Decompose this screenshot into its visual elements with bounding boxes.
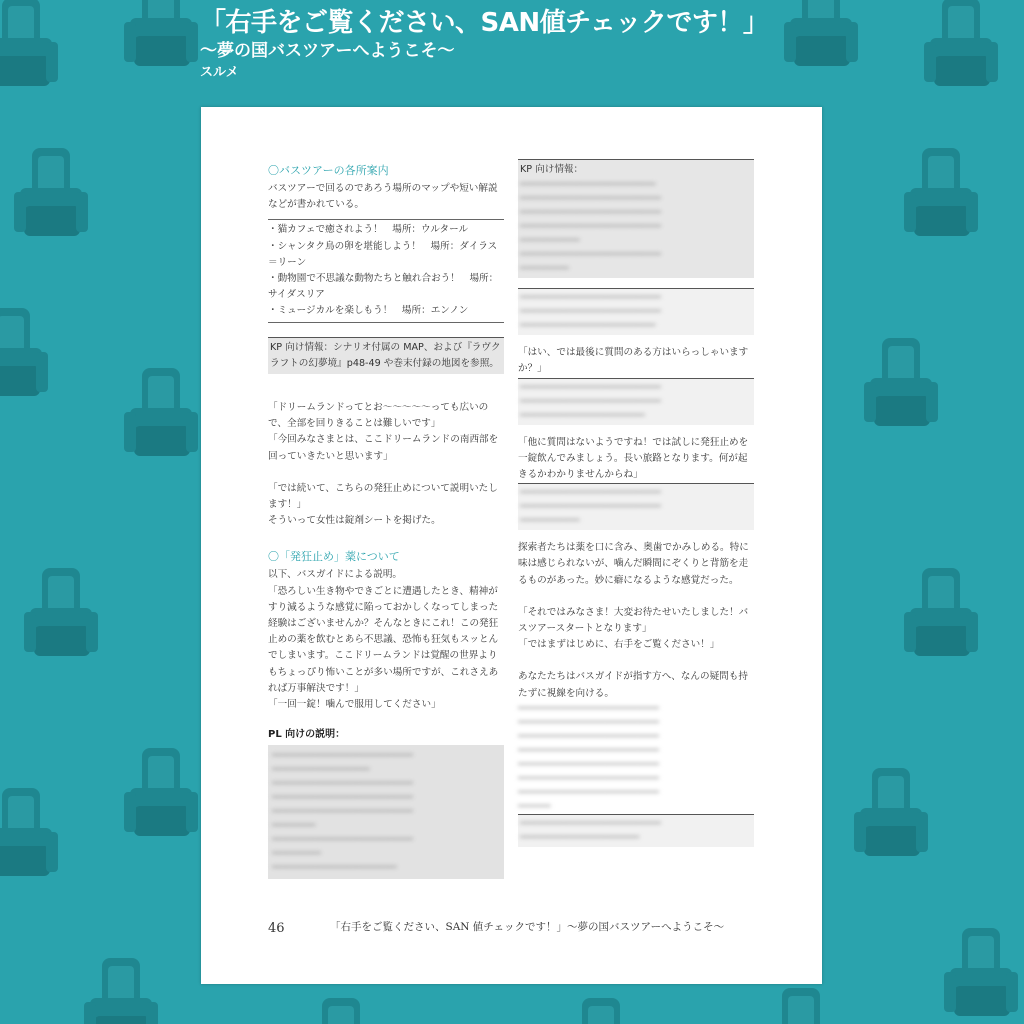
list-item: ・シャンタク鳥の卵を堪能しよう！ 場所：ダイラス＝リーン (268, 240, 498, 268)
right-column (518, 159, 754, 857)
kp-note: KP 向け情報：シナリオ付属の MAP、および『ラヴクラフトの幻夢境』p48-49 や巻末付録の地図を参照。 (270, 341, 501, 369)
document-title: 「右手をご覧ください、SAN値チェックです！」 (200, 8, 769, 38)
dialogue: 「では続いて、こちらの発狂止めについて説明いたします！」 (268, 482, 498, 511)
document-header (200, 6, 768, 82)
section-heading-sanity-pill: 〇「発狂止め」薬について (268, 550, 400, 564)
redacted-text: ━━━━━━━━━━━━━━━━━━━━━━━━━ ━━━━━━━━━━━━━━━━━━━━━━━━━━ ━━━━━━━━━━━━━━━━━━━━━━━━━━ ━━━━━━━━━━━━━━━━━━━━━━━━━━ ━━━━━━━━━━━ ━━━━━━━━━━━━━━━━━━━━━━━━━━ ━━━━━━━━━ (520, 180, 661, 275)
redacted-text: ━━━━━━━━━━━━━━━━━━━━━━━━━━ ━━━━━━━━━━━━━━━━━━━━━━━━━━ ━━━━━━━━━━━━━━━━━━━━━━━━━━ ━━━━━━━━━━━━━━━━━━━━━━━━━━ ━━━━━━━━━━━━━━━━━━━━━━━━━━ ━━━━━━━━━━━━━━━━━━━━━━━━━━ ━━━━━━━━━━━━━━━━━━━━━━━━━━ ━━━━━━ (518, 703, 659, 812)
narration: あなたたちはバスガイドが指す方へ、なんの疑問も持たずに視線を向ける。 (518, 671, 748, 699)
kp-info-box-redacted (518, 159, 754, 278)
section-heading-tour-locations: 〇バスツアーの各所案内 (268, 164, 389, 177)
redacted-text: ━━━━━━━━━━━━━━━━━━━━━━━━━━ ━━━━━━━━━━━━━━━━━━━━━━ (520, 818, 661, 843)
list-item: ・ミュージカルを楽しもう！ 場所：エンノン (268, 305, 469, 317)
page-number: 46 (268, 921, 285, 936)
dialogue: 「ドリームランドってとお〜〜〜〜〜っても広いので、全部を回りきることは難しいです」 (268, 402, 489, 430)
list-item: ・猫カフェで癒されよう！ 場所：ウルタール (268, 224, 469, 236)
kp-info-box-redacted (518, 288, 754, 335)
kp-info-box-redacted (518, 483, 754, 530)
dialogue: 「はい、では最後に質問のある方はいらっしゃいますか？」 (518, 347, 749, 375)
narration: そういって女性は錠剤シートを掲げた。 (268, 515, 441, 527)
paragraph: バスツアーで回るのであろう場所のマップや短い解説などが書かれている。 (268, 183, 498, 211)
author-name: スルメ (200, 65, 239, 80)
redacted-text: ━━━━━━━━━━━━━━━━━━━━━━━━━━ ━━━━━━━━━━━━━━━━━━ ━━━━━━━━━━━━━━━━━━━━━━━━━━ ━━━━━━━━━━━━━━━━━━━━━━━━━━ ━━━━━━━━━━━━━━━━━━━━━━━━━━ ━━━━━━━━ ━━━━━━━━━━━━━━━━━━━━━━━━━━ ━━━━━━━━━ ━━━━━━━━━━━━━━━━━━━━━━━ (272, 751, 413, 874)
pl-info-box-redacted (268, 745, 504, 879)
redacted-text: ━━━━━━━━━━━━━━━━━━━━━━━━━━ ━━━━━━━━━━━━━━━━━━━━━━━━━━ ━━━━━━━━━━━ (520, 488, 661, 527)
running-title: 「右手をご覧ください、SAN 値チェックです！」〜夢の国バスツアーへようこそ〜 (330, 921, 725, 933)
dialogue: 「他に質問はないようですね！では試しに発狂止めを一錠飲んでみましょう。長い旅路となります。何が起きるかわかりませんからね」 (518, 436, 749, 481)
kp-info-label: KP 向け情報： (520, 164, 584, 175)
document-subtitle: 〜夢の国バスツアーへようこそ〜 (200, 41, 455, 61)
document-page (201, 107, 822, 984)
left-column (268, 159, 504, 879)
paragraph: 以下、バスガイドによる説明。 (268, 569, 403, 581)
dialogue: 「一回一錠！噛んで服用してください」 (268, 699, 441, 711)
kp-info-box-redacted (518, 814, 754, 847)
dialogue: 「それではみなさま！大変お待たせいたしました！バスツアースタートとなります」 (518, 606, 749, 635)
dialogue: 「恐ろしい生き物やできごとに遭遇したとき、精神がすり減るような感覚に陥っておかしくなってしまった経験はございませんか？そんなときにこれ！この発狂止めの薬を飲むとあら不思議、恐怖も狂気もスッとんでしまいます。ここドリームランドは覚醒の世界よりもちょっぴり怖いことが多い場所ですが、これさえあれば万事解決です！」 (268, 585, 499, 694)
kp-info-box (268, 337, 504, 374)
location-list (268, 219, 504, 322)
redacted-text: ━━━━━━━━━━━━━━━━━━━━━━━━━━ ━━━━━━━━━━━━━━━━━━━━━━━━━━ ━━━━━━━━━━━━━━━━━━━━━━━━━ (520, 293, 661, 332)
redacted-text: ━━━━━━━━━━━━━━━━━━━━━━━━━━ ━━━━━━━━━━━━━━━━━━━━━━━━━━ ━━━━━━━━━━━━━━━━━━━━━━━ (520, 382, 661, 421)
narration: 探索者たちは薬を口に含み、奥歯でかみしめる。特に味は感じられないが、噛んだ瞬間にぞくりと背筋を走るものがあった。妙に癖になるような感覚だった。 (518, 542, 749, 586)
kp-info-box-redacted (518, 378, 754, 425)
dialogue: 「ではまずはじめに、右手をご覧ください！」 (518, 639, 720, 651)
list-item: ・動物園で不思議な動物たちと触れ合おう！ 場所：サイダスリア (268, 273, 499, 301)
pl-info-label: PL 向けの説明： (268, 729, 346, 741)
dialogue: 「今回みなさまとは、ここドリームランドの南西部を回っていきたいと思います」 (268, 434, 499, 462)
